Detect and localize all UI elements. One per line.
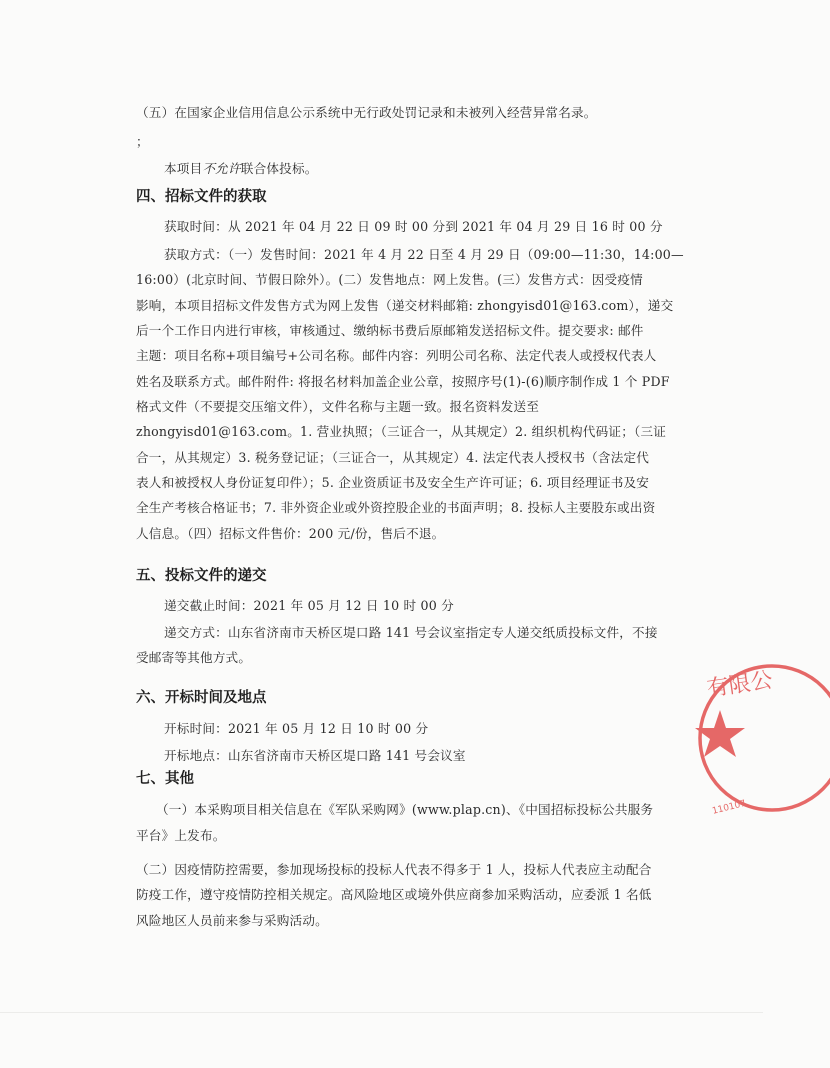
section-heading-4: 四、招标文件的获取: [136, 189, 267, 205]
submit-method-line-1: 递交方式：山东省济南市天桥区堤口路 141 号会议室指定专人递交纸质投标文件，不接: [164, 625, 658, 640]
paragraph-semicolon: ；: [136, 134, 149, 149]
acquire-method-line-7: 格式文件（不要提交压缩文件），文件名称与主题一致。报名资料发送至: [136, 399, 540, 414]
submit-method-line-2: 受邮寄等其他方式。: [136, 650, 252, 665]
consortium-emphasis: 不允许: [202, 161, 241, 176]
acquire-method-line-3: 影响，本项目招标文件发售方式为网上发售（递交材料邮箱: zhongyisd01@163.com），递交: [136, 298, 674, 313]
acquire-method-line-2: 16:00）(北京时间、节假日除外）。(二）发售地点：网上发售。(三）发售方式：因受疫情: [136, 272, 643, 287]
section-heading-5: 五、投标文件的递交: [136, 568, 267, 584]
acquire-method-line-11: 全生产考核合格证书；7. 非外资企业或外资控股企业的书面声明；8. 投标人主要股东或出资: [136, 500, 656, 515]
acquire-method-line-12: 人信息。（四）招标文件售价：200 元/份，售后不退。: [136, 526, 445, 541]
opening-time: 开标时间：2021 年 05 月 12 日 10 时 00 分: [164, 721, 429, 736]
acquire-method-line-4: 后一个工作日内进行审核，审核通过、缴纳标书费后原邮箱发送招标文件。提交要求: 邮件: [136, 323, 644, 338]
other-item-1-line-1: （一）本采购项目相关信息在《军队采购网》(www.plap.cn)、《中国招标投标公共服务: [156, 802, 654, 817]
other-item-1-line-2: 平台》上发布。: [136, 828, 226, 843]
other-item-2-line-1: （二）因疫情防控需要，参加现场投标的投标人代表不得多于 1 人，投标人代表应主动配合: [136, 862, 652, 877]
acquire-method-line-10: 表人和被授权人身份证复印件）；5. 企业资质证书及安全生产许可证；6. 项目经理证书及安: [136, 475, 650, 490]
opening-location: 开标地点：山东省济南市天桥区堤口路 141 号会议室: [164, 748, 466, 763]
acquire-method-line-6: 姓名及联系方式。邮件附件: 将报名材料加盖企业公章，按照序号(1)-(6)顺序制作成 1 个 PDF: [136, 374, 670, 389]
other-item-2-line-3: 风险地区人员前来参与采购活动。: [136, 913, 328, 928]
consortium-suffix: 联合体投标。: [240, 161, 318, 176]
acquire-method-line-9: 合一，从其规定）3. 税务登记证；（三证合一，从其规定）4. 法定代表人授权书（含法定代: [136, 450, 650, 465]
submit-deadline: 递交截止时间：2021 年 05 月 12 日 10 时 00 分: [164, 598, 454, 613]
paragraph-credit-record: （五）在国家企业信用信息公示系统中无行政处罚记录和未被列入经营异常名录。: [136, 105, 597, 120]
paragraph-consortium: [164, 160, 318, 178]
acquire-method-line-8: zhongyisd01@163.com。1. 营业执照；（三证合一，从其规定）2. 组织机构代码证；（三证: [136, 424, 667, 439]
acquire-method-line-1: 获取方式：（一）发售时间：2021 年 4 月 22 日至 4 月 29 日（09:00—11:30，14:00—: [164, 247, 684, 262]
company-seal: [690, 660, 830, 820]
section-heading-7: 七、其他: [136, 771, 194, 787]
scan-fold-line: [0, 1012, 763, 1013]
other-item-2-line-2: 防疫工作，遵守疫情防控相关规定。高风险地区或境外供应商参加采购活动，应委派 1 名低: [136, 887, 652, 902]
acquire-method-line-5: 主题：项目名称+项目编号+公司名称。邮件内容：列明公司名称、法定代表人或授权代表人: [136, 348, 657, 363]
section-heading-6: 六、开标时间及地点: [136, 690, 267, 706]
consortium-prefix: 本项目: [164, 161, 203, 176]
seal-number: 110107: [711, 798, 748, 817]
seal-text: 有限公: [705, 667, 775, 702]
acquire-time: 获取时间：从 2021 年 04 月 22 日 09 时 00 分到 2021 年 04 月 29 日 16 时 00 分: [164, 219, 663, 234]
